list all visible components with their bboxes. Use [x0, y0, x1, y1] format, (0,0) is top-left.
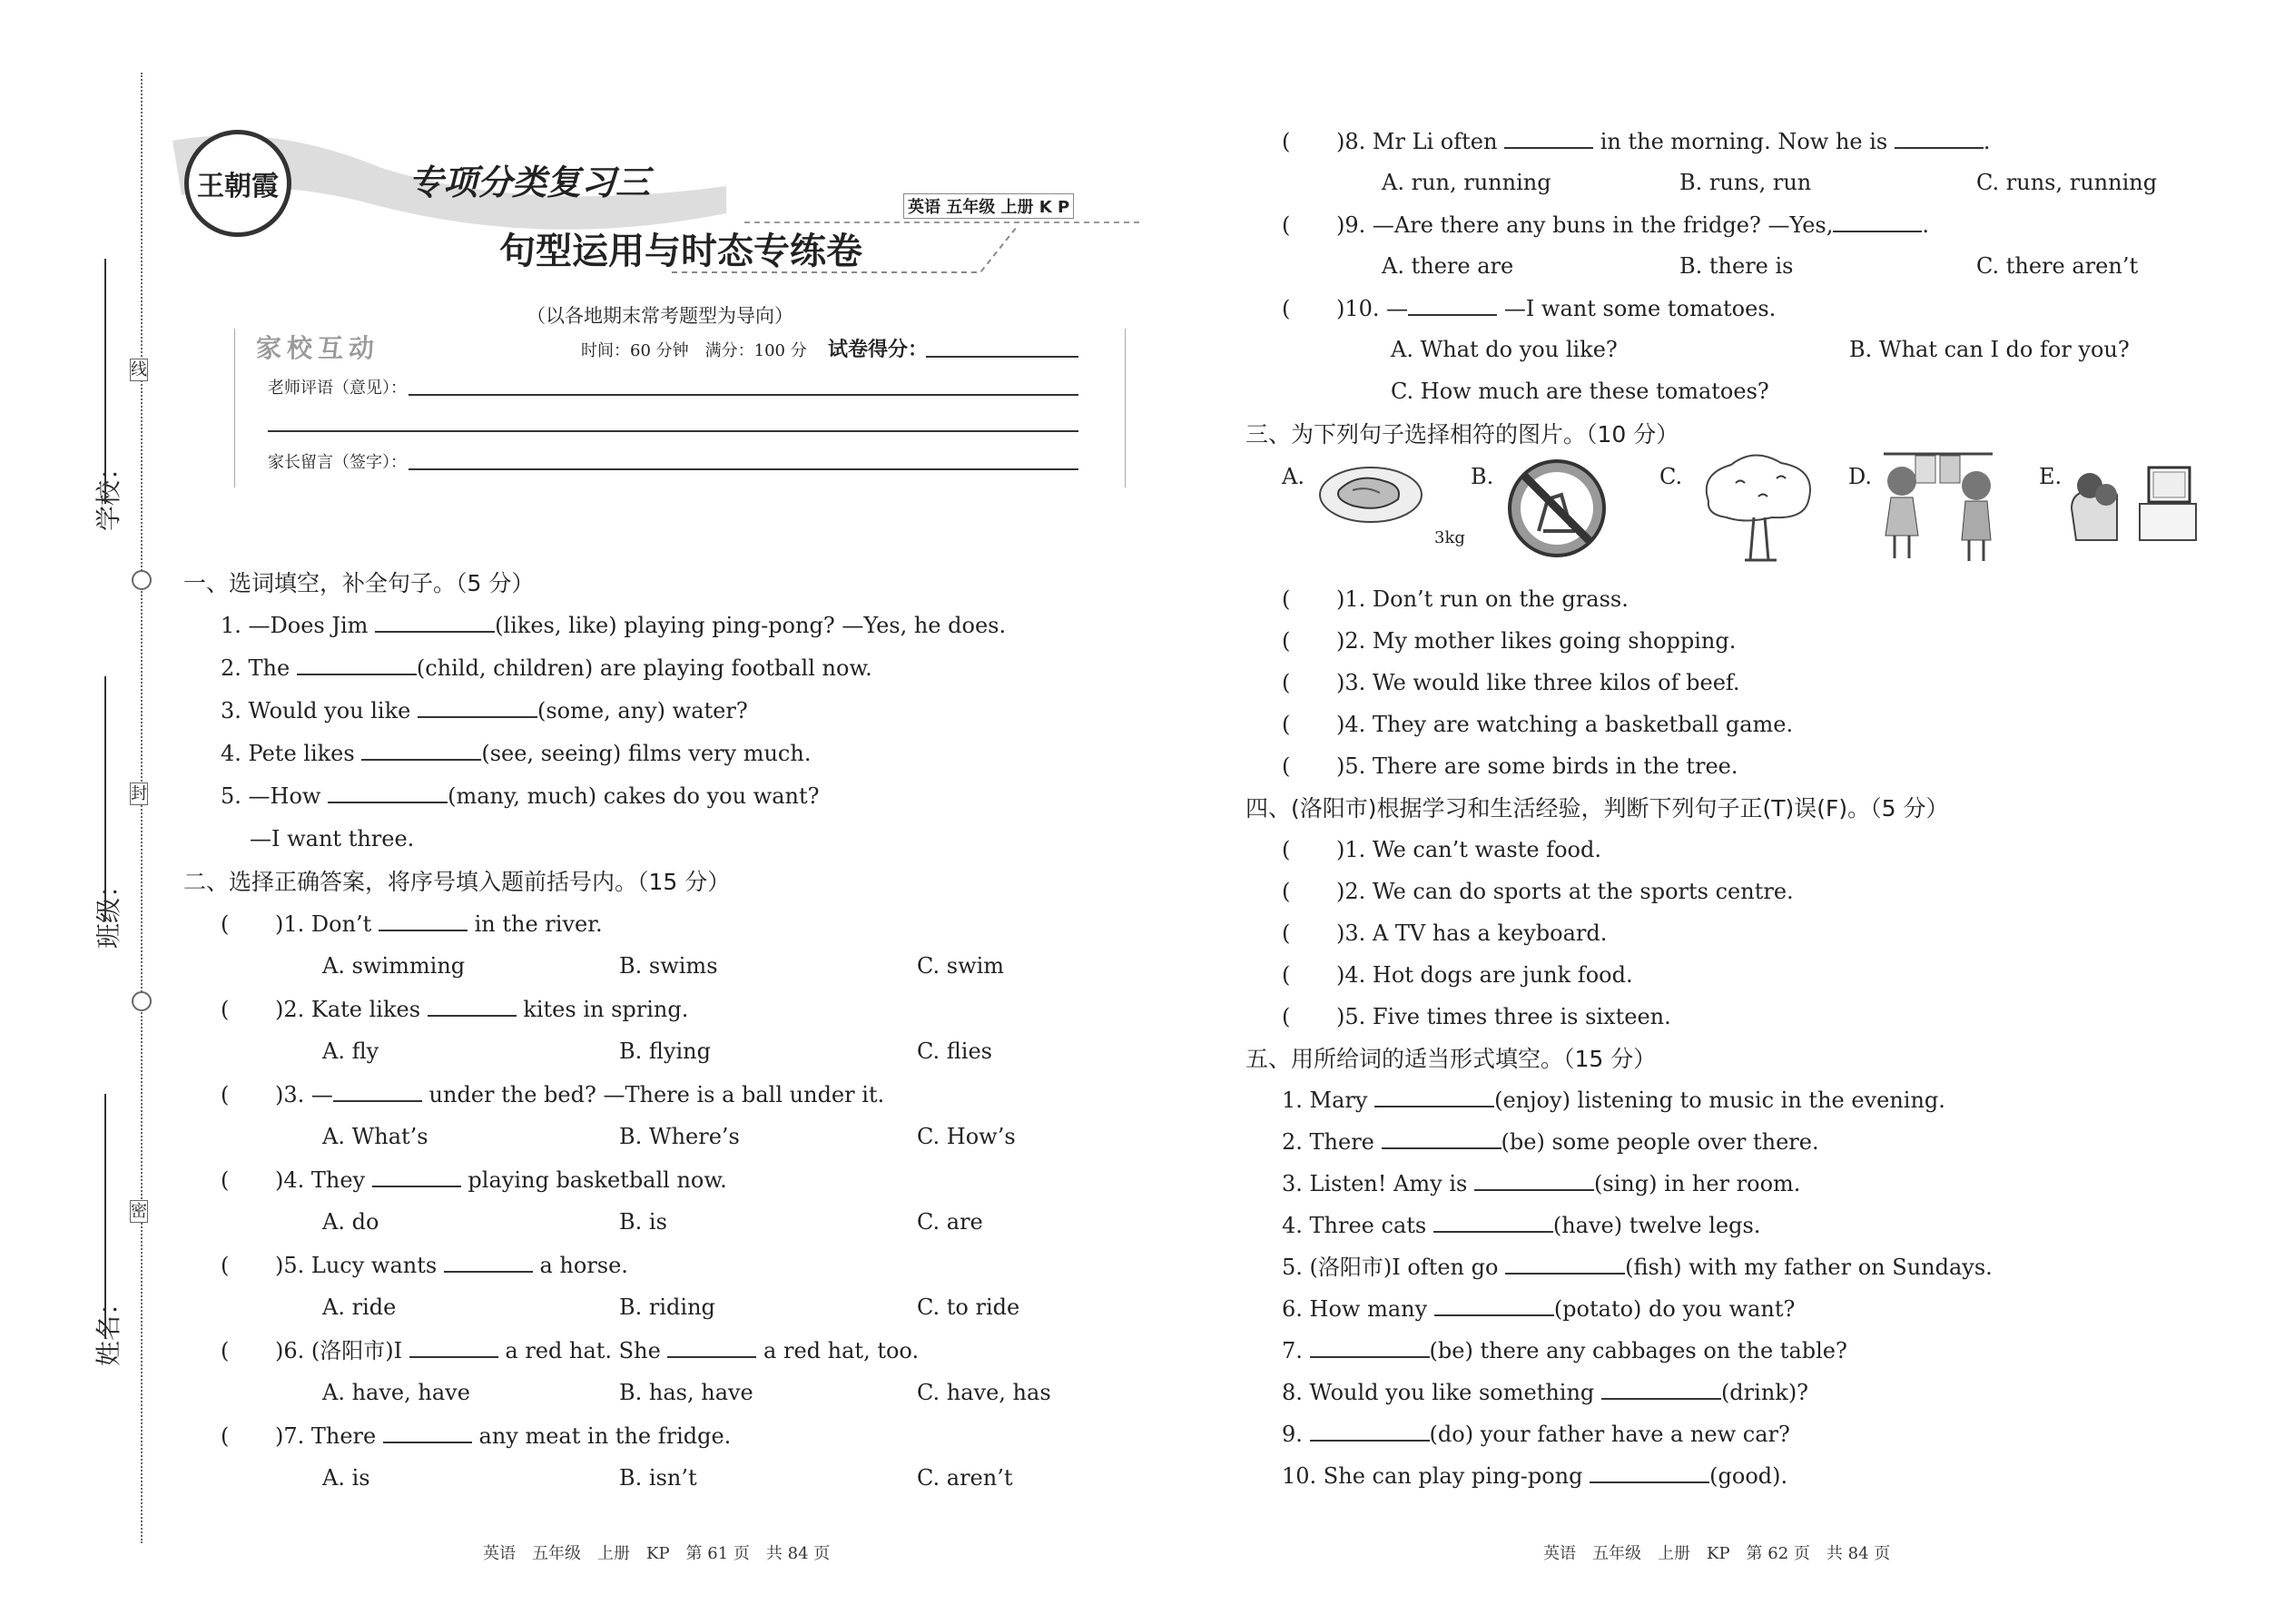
answer-blank[interactable] [667, 1355, 756, 1358]
pic-label-c: C. [1659, 464, 1683, 489]
tree-picture[interactable] [1690, 447, 1825, 565]
pic-label-a: A. [1282, 464, 1305, 489]
s5-item: 1. Mary (enjoy) listening to music in the evening. [1282, 1088, 1945, 1113]
beef-weight-caption: 3kg [1434, 528, 1465, 547]
answer-blank[interactable] [1374, 1105, 1494, 1107]
s3-item: ( )3. We would like three kilos of beef. [1282, 670, 1740, 695]
main-title: 句型运用与时态专练卷 [499, 231, 862, 272]
s1-item: 4. Pete likes (see, seeing) films very much. [221, 741, 812, 766]
s5-item: 8. Would you like something (drink)? [1282, 1380, 1809, 1405]
watching-tv-picture[interactable] [2063, 454, 2199, 554]
s2-question: ( )1. Don’t in the river. [221, 911, 603, 937]
s4-item: ( )4. Hot dogs are junk food. [1282, 962, 1633, 988]
s1-item: 5. —How (many, much) cakes do you want? [221, 783, 820, 809]
parent-comment-line[interactable] [409, 468, 1078, 470]
answer-blank[interactable] [418, 715, 537, 718]
logo-text: 王朝霞 [197, 171, 279, 202]
score-label: 试卷得分： [828, 339, 929, 361]
section5-title: 五、用所给词的适当形式填空。（15 分） [1245, 1046, 1657, 1072]
no-grass-sign[interactable] [1502, 454, 1611, 563]
answer-blank[interactable] [1833, 230, 1922, 232]
option-c[interactable]: C. have, has [917, 1380, 1051, 1405]
s4-item: ( )3. A TV has a keyboard. [1282, 920, 1608, 946]
score-blank[interactable] [926, 356, 1078, 358]
answer-blank[interactable] [1505, 1272, 1625, 1275]
option-b[interactable]: B. runs, run [1679, 170, 1812, 195]
answer-blank[interactable] [375, 630, 495, 633]
s2-question: ( )7. There any meat in the fridge. [221, 1423, 732, 1449]
footer-left: 英语 五年级 上册 KP 第 61 页 共 84 页 [483, 1544, 831, 1563]
answer-blank[interactable] [1895, 146, 1984, 149]
option-a[interactable]: A. ride [322, 1294, 397, 1320]
s2-question: ( )4. They playing basketball now. [221, 1167, 727, 1193]
s2-question: ( )9. —Are there any buns in the fridge? —Yes, . [1282, 212, 1930, 238]
school-label: 学校： [94, 454, 123, 531]
answer-blank[interactable] [444, 1270, 533, 1273]
section3-title: 三、为下列句子选择相符的图片。（10 分） [1245, 421, 1679, 448]
binding-mark: 线 [130, 359, 148, 381]
home-school-label: 家校互动 [256, 333, 380, 363]
beef-picture[interactable] [1316, 458, 1434, 531]
binding-circle [132, 570, 152, 590]
s5-item: 10. She can play ping-pong (good). [1282, 1463, 1788, 1489]
option-a[interactable]: A. fly [322, 1038, 379, 1064]
option-c[interactable]: C. How’s [917, 1124, 1016, 1149]
school-blank[interactable] [104, 259, 106, 504]
s5-item: 6. How many (potato) do you want? [1282, 1296, 1796, 1322]
answer-blank[interactable] [1433, 1230, 1553, 1233]
s1-item: 1. —Does Jim (likes, like) playing ping-pong? —Yes, he does. [221, 613, 1007, 638]
binding-circle [132, 991, 152, 1011]
option-b[interactable]: B. there is [1679, 253, 1794, 279]
s3-item: ( )2. My mother likes going shopping. [1282, 628, 1737, 654]
answer-blank[interactable] [1474, 1188, 1594, 1191]
subtitle: （以各地期末常考题型为导向） [527, 305, 793, 327]
s3-item: ( )1. Don’t run on the grass. [1282, 586, 1629, 612]
option-b[interactable]: B. isn’t [619, 1465, 697, 1491]
option-b[interactable]: B. Where’s [619, 1124, 740, 1149]
option-c[interactable]: C. How much are these tomatoes? [1391, 379, 1769, 404]
time-info: 时间：60 分钟 满分：100 分 [581, 341, 807, 360]
answer-blank[interactable] [428, 1014, 517, 1017]
s4-item: ( )2. We can do sports at the sports centre. [1282, 879, 1794, 904]
section2-title: 二、选择正确答案，将序号填入题前括号内。（15 分） [183, 869, 731, 895]
option-a[interactable]: A. swimming [322, 953, 466, 979]
s2-question: ( )3. — under the bed? —There is a ball under it. [221, 1082, 885, 1107]
answer-blank[interactable] [1601, 1397, 1721, 1400]
answer-blank[interactable] [409, 1355, 498, 1358]
option-a[interactable]: A. do [322, 1209, 379, 1235]
option-c[interactable]: C. are [917, 1209, 983, 1235]
s5-item: 4. Three cats (have) twelve legs. [1282, 1213, 1761, 1238]
option-a[interactable]: A. is [322, 1465, 370, 1491]
binding-mark: 密 [130, 1200, 148, 1223]
footer-right: 英语 五年级 上册 KP 第 62 页 共 84 页 [1543, 1544, 1891, 1563]
s2-question: ( )10. — —I want some tomatoes. [1282, 296, 1777, 321]
s1-item5-answer: —I want three. [250, 826, 415, 851]
option-c[interactable]: C. flies [917, 1038, 992, 1064]
option-a[interactable]: A. have, have [322, 1380, 470, 1405]
option-a[interactable]: A. there are [1382, 253, 1514, 279]
name-blank[interactable] [104, 1094, 106, 1339]
name-label: 姓名： [94, 1289, 123, 1366]
s5-item: 9. (do) your father have a new car? [1282, 1422, 1790, 1447]
pic-label-e: E. [2039, 464, 2063, 489]
answer-blank[interactable] [328, 801, 448, 803]
option-c[interactable]: C. runs, running [1976, 170, 2158, 195]
s1-item: 2. The (child, children) are playing football now. [221, 655, 872, 681]
s2-question: ( )5. Lucy wants a horse. [221, 1253, 628, 1278]
option-b[interactable]: B. flying [619, 1038, 711, 1064]
answer-blank[interactable] [1310, 1355, 1430, 1358]
option-b[interactable]: B. has, have [619, 1380, 753, 1405]
s4-item: ( )5. Five times three is sixteen. [1282, 1004, 1671, 1029]
binding-line [141, 73, 143, 1543]
class-label: 班级： [94, 871, 123, 949]
option-b[interactable]: B. What can I do for you? [1849, 337, 2130, 362]
answer-blank[interactable] [1434, 1314, 1554, 1316]
subject-tag: 英语 五年级 上册 K P [903, 193, 1074, 219]
pic-label-d: D. [1848, 464, 1873, 489]
class-blank[interactable] [104, 676, 106, 921]
section1-title: 一、选词填空，补全句子。（5 分） [183, 570, 535, 596]
option-c[interactable]: C. there aren’t [1976, 253, 2139, 279]
s4-item: ( )1. We can’t waste food. [1282, 837, 1601, 862]
answer-blank[interactable] [372, 1185, 461, 1187]
s2-question: ( )6. (洛阳市)I a red hat. She a red hat, too. [221, 1338, 920, 1363]
option-b[interactable]: B. riding [619, 1294, 715, 1320]
option-c[interactable]: C. swim [917, 953, 1005, 979]
section4-title: 四、(洛阳市)根据学习和生活经验，判断下列句子正(T)误(F)。（5 分） [1245, 795, 1949, 822]
teacher-comment-label: 老师评语（意见）： [268, 379, 407, 398]
teacher-comment-line[interactable] [409, 394, 1078, 396]
s3-item: ( )4. They are watching a basketball game. [1282, 712, 1794, 737]
option-a[interactable]: A. What’s [322, 1124, 428, 1149]
s2-question: ( )2. Kate likes kites in spring. [221, 997, 689, 1022]
option-b[interactable]: B. is [619, 1209, 667, 1235]
option-a[interactable]: A. run, running [1382, 170, 1551, 195]
binding-mark: 封 [130, 782, 148, 805]
answer-blank[interactable] [361, 758, 481, 761]
s5-item: 7. (be) there any cabbages on the table? [1282, 1338, 1847, 1363]
option-c[interactable]: C. aren’t [917, 1465, 1013, 1491]
pic-label-b: B. [1471, 464, 1494, 489]
shopping-picture[interactable] [1875, 445, 2002, 565]
s5-item: 3. Listen! Amy is (sing) in her room. [1282, 1171, 1801, 1196]
option-a[interactable]: A. What do you like? [1391, 337, 1618, 362]
s2-question: ( )8. Mr Li often in the morning. Now he is . [1282, 129, 1991, 154]
answer-blank[interactable] [1590, 1481, 1709, 1483]
answer-blank[interactable] [297, 673, 417, 675]
option-c[interactable]: C. to ride [917, 1294, 1020, 1320]
answer-blank[interactable] [1504, 146, 1593, 149]
s5-item: 2. There (be) some people over there. [1282, 1129, 1819, 1155]
logo-seal [184, 130, 291, 237]
answer-blank[interactable] [1408, 313, 1497, 316]
answer-blank[interactable] [1382, 1147, 1501, 1149]
s3-item: ( )5. There are some birds in the tree. [1282, 753, 1738, 779]
teacher-comment-line[interactable] [268, 430, 1078, 432]
answer-blank[interactable] [383, 1441, 472, 1443]
option-b[interactable]: B. swims [619, 953, 718, 979]
s1-item: 3. Would you like (some, any) water? [221, 698, 748, 723]
answer-blank[interactable] [1310, 1439, 1430, 1442]
answer-blank[interactable] [333, 1099, 422, 1102]
series-title: 专项分类复习三 [409, 162, 651, 202]
parent-comment-label: 家长留言（签字）： [268, 453, 407, 472]
answer-blank[interactable] [379, 929, 468, 931]
s5-item: 5. (洛阳市)I often go (fish) with my father on Sundays. [1282, 1255, 1993, 1280]
